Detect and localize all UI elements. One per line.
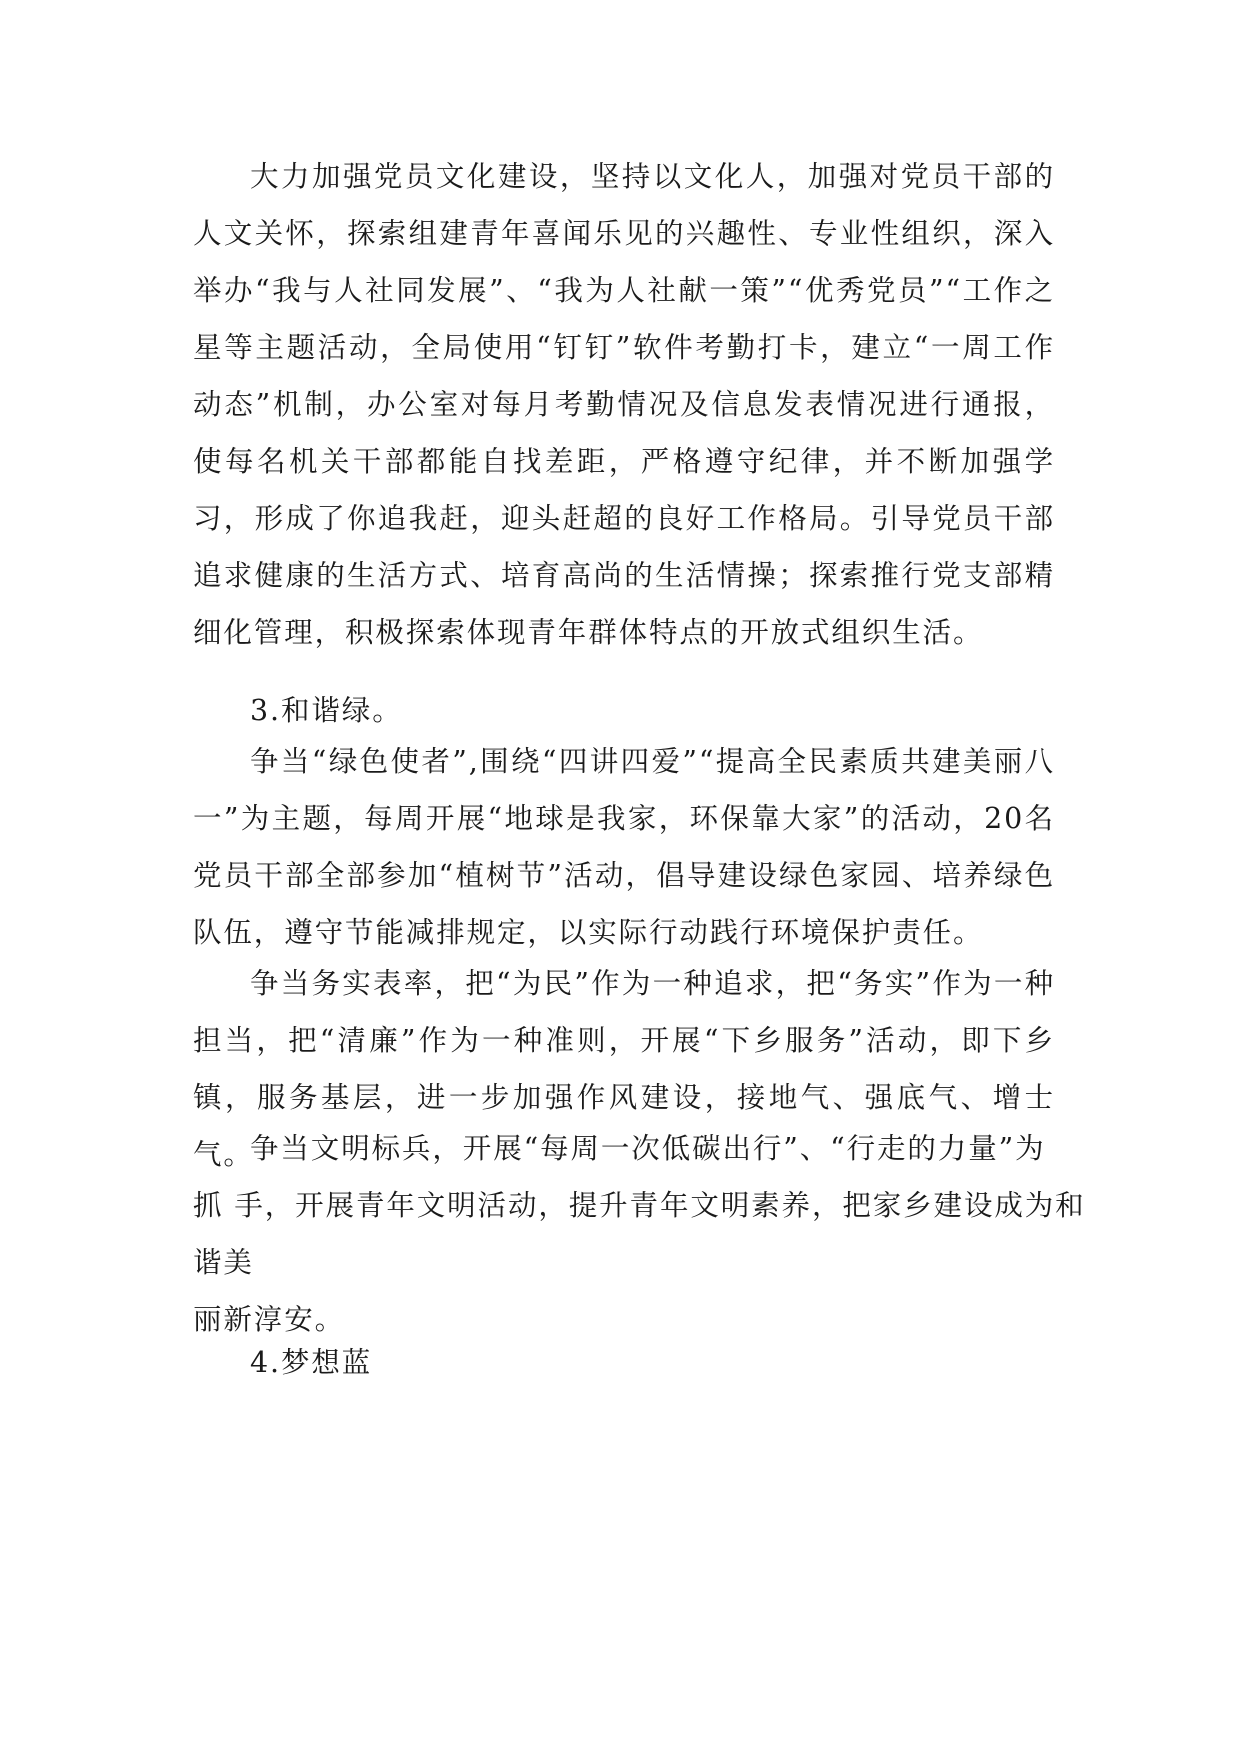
heading-harmony-green: 3.和谐绿。 (250, 694, 403, 727)
paragraph-civilization-model (193, 1120, 1086, 1348)
paragraph-line: 争当文明标兵，开展“每周一次低碳出行”、“行走的力量”为 (250, 1132, 1046, 1165)
paragraph-line: 丽新淳安。 (193, 1303, 346, 1336)
paragraph-practical-model: 争当务实表率，把“为民”作为一种追求，把“务实”作为一种担当，把“清廉”作为一种准则，开展“下乡服务”活动，即下乡镇，服务基层，进一步加强作风建设，接地气、强底气、增士气。 (193, 967, 1055, 1171)
heading-dream-blue: 4.梦想蓝 (250, 1346, 373, 1379)
paragraph-culture-building: 大力加强党员文化建设，坚持以文化人，加强对党员干部的人文关怀，探索组建青年喜闻乐见的兴趣性、专业性组织，深入举办“我与人社同发展”、“我为人社献一策”“优秀党员”“工作之星等主题活动，全局使用“钉钉”软件考勤打卡，建立“一周工作动态”机制，办公室对每月考勤情况及信息发表情况进行通报，使每名机关干部都能自找差距，严格遵守纪律，并不断加强学习，形成了你追我赶，迎头赶超的良好工作格局。引导党员干部追求健康的生活方式、培育高尚的生活情操；探索推行党支部精细化管理，积极探索体现青年群体特点的开放式组织生活。 (193, 160, 1055, 649)
paragraph-line: 谐美 (193, 1246, 254, 1279)
paragraph-green-envoy: 争当“绿色使者”,围绕“四讲四爱”“提高全民素质共建美丽八一”为主题，每周开展“地球是我家，环保靠大家”的活动，20名党员干部全部参加“植树节”活动，倡导建设绿色家园、培养绿色队伍，遵守节能减排规定，以实际行动践行环境保护责任。 (193, 745, 1055, 949)
paragraph-line: 抓 手，开展青年文明活动，提升青年文明素养，把家乡建设成为和 (193, 1189, 1086, 1222)
